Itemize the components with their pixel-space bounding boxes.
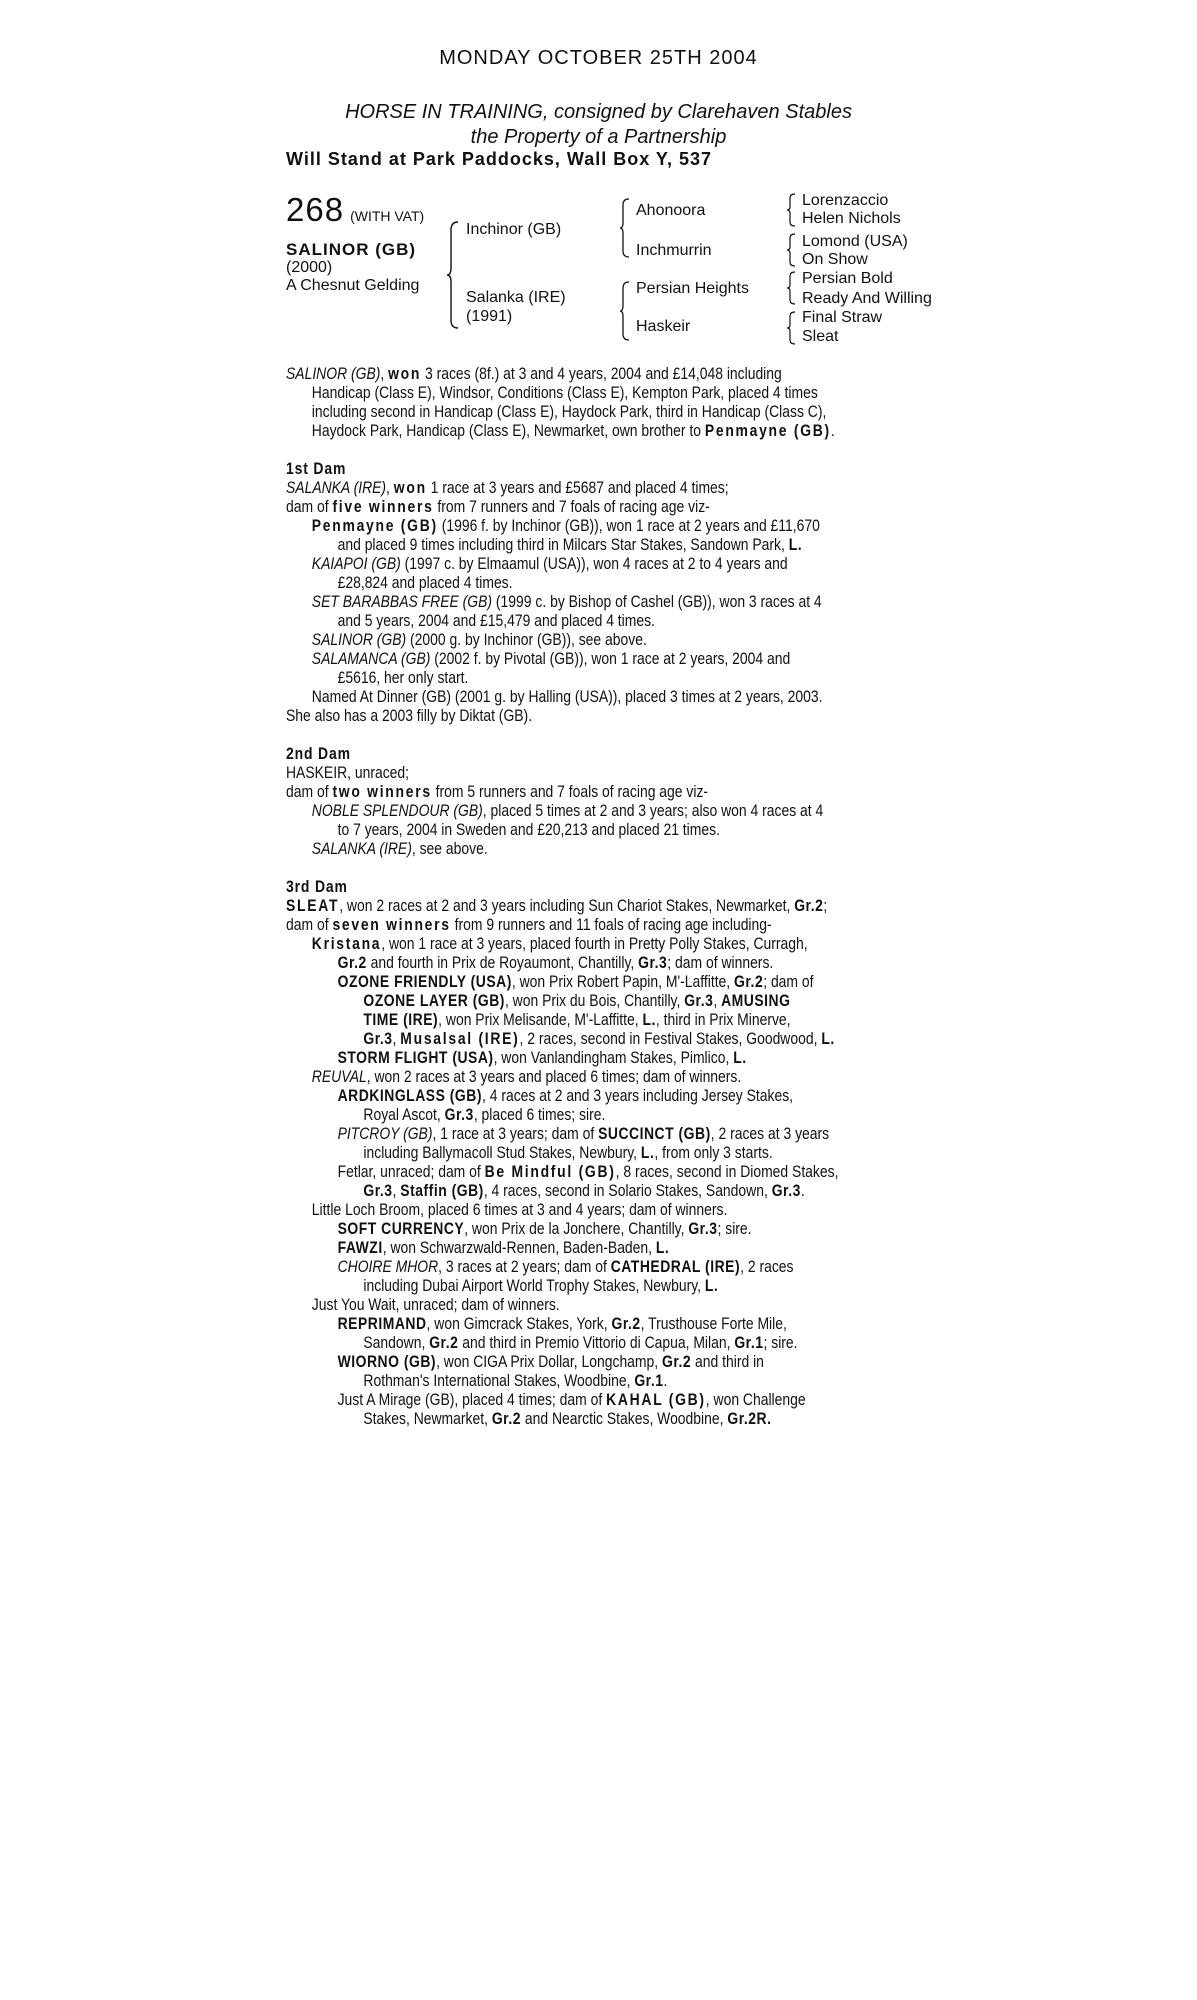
lot-number: 268 xyxy=(286,191,345,228)
pedigree-g3: Lomond (USA) xyxy=(802,233,908,250)
pedigree-dam-dam: Haskeir xyxy=(636,318,691,335)
horse-description: A Chesnut Gelding xyxy=(286,277,420,294)
pedigree-g4: On Show xyxy=(802,251,868,268)
pedigree-sire: Inchinor (GB) xyxy=(466,221,562,238)
pedigree-brace-g3 xyxy=(786,270,796,306)
produce-entry: SALAMANCA (GB) (2002 f. by Pivotal (GB)), won 1 race at 2 years, 2004 and xyxy=(311,650,791,668)
produce-entry: Penmayne (GB) (1996 f. by Inchinor (GB)), won 1 race at 2 years and £11,670 xyxy=(311,517,820,535)
property-line: the Property of a Partnership xyxy=(470,126,727,148)
pedigree-g8: Sleat xyxy=(802,328,839,345)
pedigree-sire-sire: Ahonoora xyxy=(636,202,706,219)
vat-label: (WITH VAT) xyxy=(350,208,425,224)
pedigree-g2: Helen Nichols xyxy=(802,210,901,227)
pedigree-g5: Persian Bold xyxy=(802,270,893,287)
pedigree-brace-g1 xyxy=(786,192,796,228)
catalogue-body: SALINOR (GB), won 3 races (8f.) at 3 and 4 years, 2004 and £14,048 including Handicap (Class E), Windsor, Conditions (Class E), Kempton Park, placed 4 times including second in Handicap (Class E), Haydock Park, third in Handicap (Class C), Haydock Park, Handicap (Class E), Newmarket, own brother to Penmayne (GB). 1st Dam SALANKA (IRE), won 1 race at 3 years and £5687 and placed 4 times; dam of five winners from 7 runners and 7 foals of racing age viz- Penmayne (GB) (1996 f. by Inchinor (GB)), won 1 race at 2 years and £11,670 and placed 9 times including third in Milcars Star Stakes, Sandown Park, L. KAIAPOI (GB) (1997 c. by Elmaamul (USA)), won 4 races at 2 to 4 years and £28,824 and placed 4 times. SET BARABBAS FREE (GB) (1999 c. by Bishop of Cashel (GB)), won 3 races at 4 and 5 years, 2004 and £15,479 and placed 4 times. SALINOR (GB) (2000 g. by Inchinor (GB)), see above. SALAMANCA (GB) (2002 f. by Pivotal (GB)), won 1 race at 2 years, 2004 and £5616, her only start. Named At Dinner (GB) (2001 g. by Halling (USA)), placed 3 times at 2 years, 2003. She also has a 2003 filly by Diktat (GB). 2nd Dam HASKEIR, unraced; dam of two winners from 5 runners and 7 foals of racing age viz- NOBLE SPLENDOUR (GB), placed 5 times at 2 and 3 years; also won 4 races at 4 to 7 years, 2004 in Sweden and £20,213 and placed 21 times. SALANKA (IRE), see above. 3rd Dam SLEAT, won 2 races at 2 and 3 years including Sun Chariot Stakes, Newmarket, Gr.2; dam of seven winners from 9 runners and 11 foals of racing age including- Kristana, won 1 race at 3 years, placed fourth in Pretty Polly Stakes, Curragh, Gr.2 and fourth in Prix de Royaumont, Chantilly, Gr.3; dam of winners. OZONE FRIENDLY (USA), won Prix Robert Papin, M'-Laffitte, Gr.2; dam of OZONE LAYER (GB), won Prix du Bois, Chantilly, Gr.3, AMUSING TIME (IRE), won Prix Melisande, M'-Laffitte, L., third in Prix Minerve, Gr.3, Musalsal (IRE), 2 races, second in Festival Stakes, Goodwood, L. STORM FLIGHT (USA), won Vanlandingham Stakes, Pimlico, L. REUVAL, won 2 races at 3 years and placed 6 times; dam of winners. ARDKINGLASS (GB), 4 races at 2 and 3 years including Jersey Stakes, Royal Ascot, Gr.3, placed 6 times; sire. PITCROY (GB), 1 race at 3 years; dam of SUCCINCT (GB), 2 races at 3 years including Ballymacoll Stud Stakes, Newbury, L., from only 3 starts. Fetlar, unraced; dam of Be Mindful (GB), 8 races, second in Diomed Stakes, Gr.3, Staffin (GB), 4 races, second in Solario Stakes, Sandown, Gr.3. Little Loch Broom, placed 6 times at 3 and 4 years; dam of winners. SOFT CURRENCY, won Prix de la Jonchere, Chantilly, Gr.3; sire. FAWZI, won Schwarzwald-Rennen, Baden-Baden, L. CHOIRE MHOR, 3 races at 2 years; dam of CATHEDRAL (IRE), 2 races including Dubai Airport World Trophy Stakes, Newbury, L. Just You Wait, unraced; dam of winners. REPRIMAND, won Gimcrack Stakes, York, Gr.2, Trusthouse Forte Mile, Sandown, Gr.2 and third in Premio Vittorio di Capua, Milan, Gr.1; sire. WIORNO (GB), won CIGA Prix Dollar, Longchamp, Gr.2 and third in Rothman's International Stakes, Woodbine, Gr.1. Just A Mirage (GB), placed 4 times; dam of KAHAL (GB), won Challenge Stakes, Newmarket, Gr.2 and Nearctic Stakes, Woodbine, Gr.2R. xyxy=(286,365,839,1428)
pedigree-brace-dam xyxy=(619,280,631,342)
pedigree-sire-dam: Inchmurrin xyxy=(636,242,712,259)
pedigree-brace-main xyxy=(446,220,460,330)
produce-entry: Named At Dinner (GB) (2001 g. by Halling (USA)), placed 3 times at 2 years, 2003. xyxy=(311,688,823,706)
pedigree-g7: Final Straw xyxy=(802,309,883,326)
section-heading-3rd-dam: 3rd Dam xyxy=(286,878,348,896)
pedigree-brace-g4 xyxy=(786,310,796,346)
horse-name: SALINOR (GB) xyxy=(286,240,417,259)
pedigree-brace-sire xyxy=(619,197,631,259)
pedigree-dam-year: (1991) xyxy=(466,308,513,325)
pedigree-dam: Salanka (IRE) xyxy=(466,289,566,306)
pedigree-dam-sire: Persian Heights xyxy=(636,280,749,297)
horse-year: (2000) xyxy=(286,259,333,276)
produce-entry: SALANKA (IRE), see above. xyxy=(311,840,488,858)
stand-location: Will Stand at Park Paddocks, Wall Box Y, 537 xyxy=(286,149,712,169)
produce-entry: NOBLE SPLENDOUR (GB), placed 5 times at 2 and 3 years; also won 4 races at 4 xyxy=(311,802,824,820)
section-heading-2nd-dam: 2nd Dam xyxy=(286,745,351,763)
lot-number-block xyxy=(286,191,424,229)
section-heading-1st-dam: 1st Dam xyxy=(286,460,347,478)
produce-entry: SET BARABBAS FREE (GB) (1999 c. by Bishop of Cashel (GB)), won 3 races at 4 xyxy=(311,593,822,611)
produce-entry: KAIAPOI (GB) (1997 c. by Elmaamul (USA)), won 4 races at 2 to 4 years and xyxy=(311,555,788,573)
pedigree-g6: Ready And Willing xyxy=(802,290,932,307)
pedigree-g1: Lorenzaccio xyxy=(802,192,889,209)
sale-date: MONDAY OCTOBER 25TH 2004 xyxy=(439,47,758,69)
pedigree-brace-g2 xyxy=(786,232,796,268)
intro-paragraph: SALINOR (GB), won 3 races (8f.) at 3 and 4 years, 2004 and £14,048 including xyxy=(286,365,782,383)
produce-entry: SALINOR (GB) (2000 g. by Inchinor (GB)), see above. xyxy=(311,631,647,649)
consignor-line: HORSE IN TRAINING, consigned by Clarehaven Stables xyxy=(345,101,852,123)
